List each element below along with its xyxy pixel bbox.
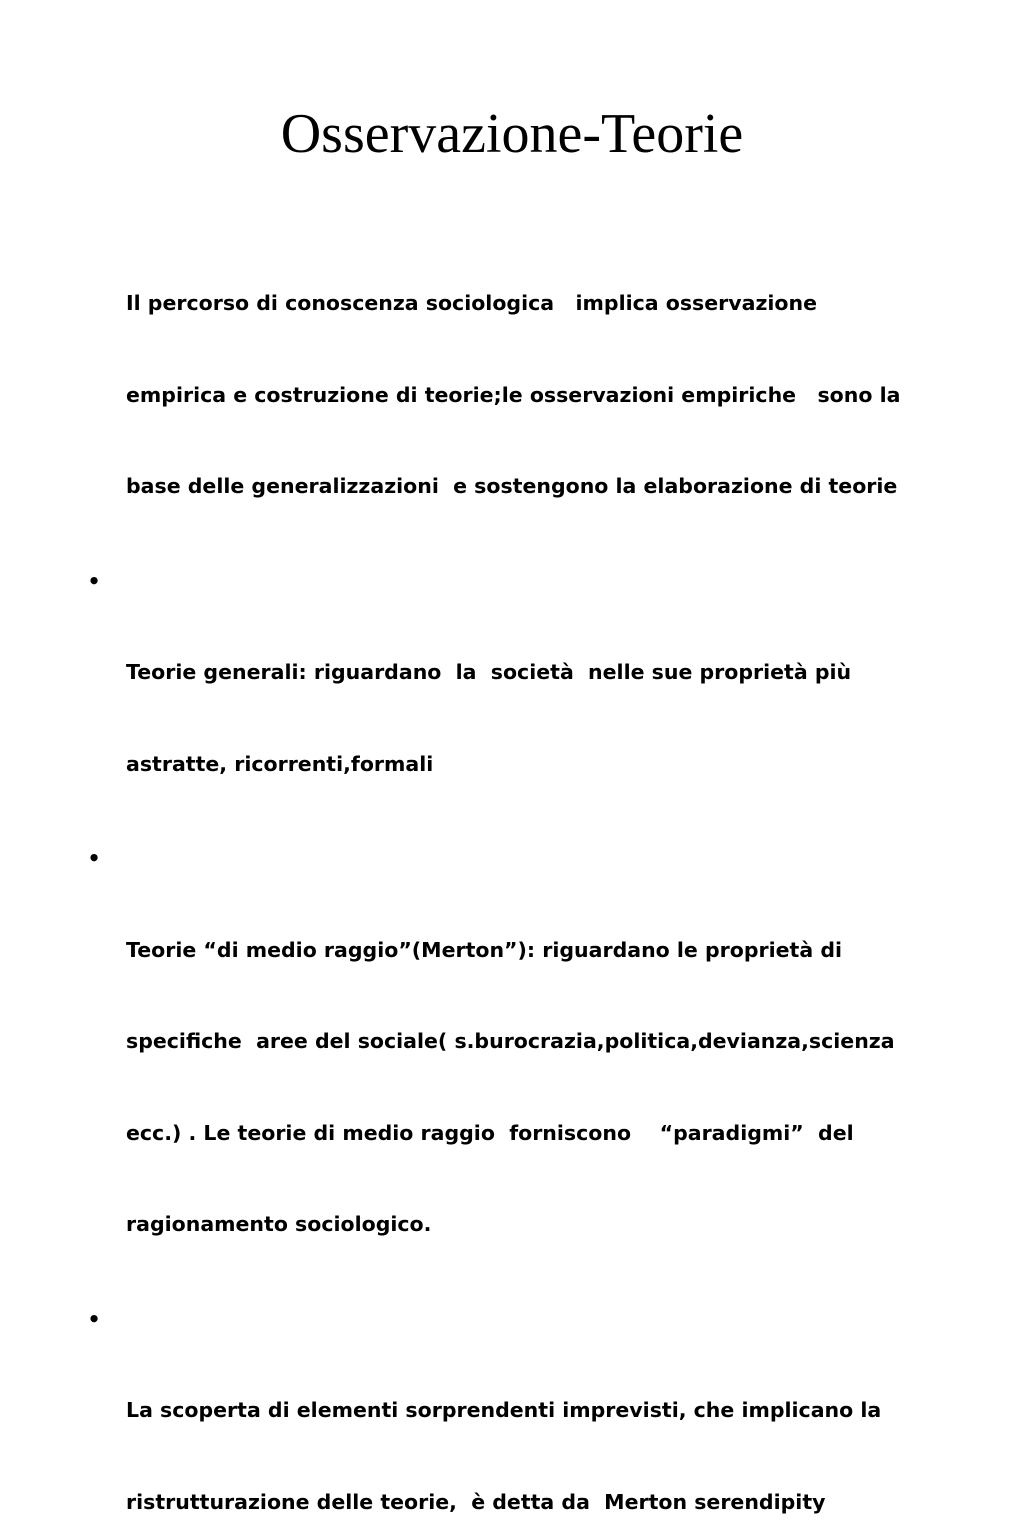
- bullet-line: astratte, ricorrenti,formali: [126, 749, 946, 780]
- slide-title: Osservazione-Teorie: [0, 98, 1024, 170]
- intro-paragraph: [126, 227, 946, 563]
- slide-body: [126, 227, 946, 1536]
- bullet-line: La scoperta di elementi sorprendenti imprevisti, che implicano la: [126, 1395, 946, 1426]
- bullet-line: Teorie generali: riguardano la società nelle sue proprietà più: [126, 657, 946, 688]
- bullet-item: [126, 566, 946, 841]
- bullet-line: ragionamento sociologico.: [126, 1209, 946, 1240]
- bullet-icon: •: [87, 843, 101, 874]
- bullet-icon: •: [87, 566, 101, 597]
- bullet-line: ecc.) . Le teorie di medio raggio forniscono “paradigmi” del: [126, 1118, 946, 1149]
- bullet-line: Teorie “di medio raggio”(Merton”): riguardano le proprietà di: [126, 935, 946, 966]
- intro-line: empirica e costruzione di teorie;le osservazioni empiriche sono la: [126, 380, 946, 411]
- bullet-line: specifiche aree del sociale( s.burocrazia,politica,devianza,scienza: [126, 1026, 946, 1057]
- intro-line: Il percorso di conoscenza sociologica implica osservazione: [126, 288, 946, 319]
- bullet-icon: •: [87, 1304, 101, 1335]
- bullet-item: [126, 843, 946, 1301]
- bullet-line: ristrutturazione delle teorie, è detta da Merton serendipity: [126, 1487, 946, 1518]
- intro-line: base delle generalizzazioni e sostengono la elaborazione di teorie: [126, 471, 946, 502]
- bullet-item: [126, 1304, 946, 1536]
